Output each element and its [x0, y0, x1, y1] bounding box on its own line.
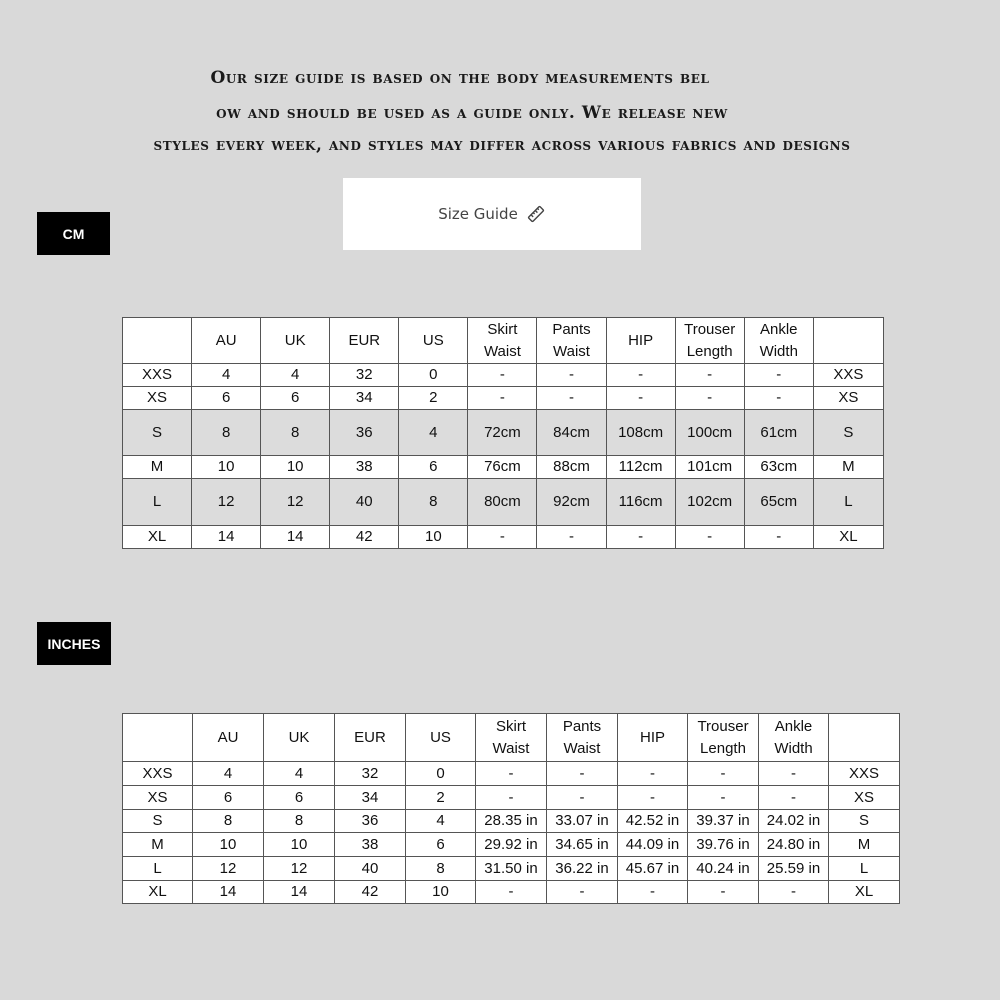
table-cell: - [675, 526, 744, 549]
header-label: EUR [354, 728, 386, 746]
header-label: Trouser [697, 717, 749, 735]
table-cell: 40 [330, 479, 399, 526]
table-cell: - [759, 762, 829, 786]
header-cell [606, 318, 675, 364]
header-cell [123, 318, 192, 364]
table-cell: 6 [261, 387, 330, 410]
table-cell: 8 [261, 410, 330, 456]
table-cell: 63cm [744, 456, 813, 479]
table-cell: L [829, 857, 900, 881]
table-cell: 14 [261, 526, 330, 549]
table-cell: - [476, 762, 547, 786]
table-cell: 38 [330, 456, 399, 479]
table-row [123, 833, 900, 857]
table-cell: 2 [399, 387, 468, 410]
header-cell [813, 318, 883, 364]
table-cell: 36 [330, 410, 399, 456]
table-cell: - [606, 526, 675, 549]
table-cell: 42 [330, 526, 399, 549]
table-cell: 8 [193, 810, 264, 833]
table-row [123, 881, 900, 904]
table-cell: - [547, 881, 618, 904]
header-label: Pants [562, 717, 602, 735]
table-cell: XXS [123, 364, 192, 387]
header-cell [399, 318, 468, 364]
table-cell: 4 [264, 762, 335, 786]
table-cell: 42.52 in [618, 810, 688, 833]
table-cell: - [537, 387, 606, 410]
table-cell: 6 [264, 786, 335, 810]
table-cell: 100cm [675, 410, 744, 456]
table-cell: S [813, 410, 883, 456]
table-cell: - [618, 786, 688, 810]
table-cell: - [744, 364, 813, 387]
table-cell: - [547, 786, 618, 810]
header-label-line-2: Waist [483, 342, 521, 360]
header-label-line-2: Length [700, 739, 746, 757]
header-label: UK [284, 331, 306, 349]
header-label: US [422, 331, 444, 349]
table-cell: 101cm [675, 456, 744, 479]
cm-unit-tag: CM [37, 212, 110, 255]
table-cell: 14 [264, 881, 335, 904]
table-cell: XS [813, 387, 883, 410]
table-cell: - [688, 881, 759, 904]
table-cell: 12 [264, 857, 335, 881]
table-cell: 4 [192, 364, 261, 387]
table-cell: 8 [406, 857, 476, 881]
header-cell [547, 714, 618, 762]
table-cell: 61cm [744, 410, 813, 456]
table-cell: XS [123, 786, 193, 810]
table-cell: 108cm [606, 410, 675, 456]
table-cell: 4 [193, 762, 264, 786]
header-cell [335, 714, 406, 762]
table-cell: 12 [261, 479, 330, 526]
header-label: Pants [552, 320, 591, 338]
header-cell [468, 318, 537, 364]
header-cell [193, 714, 264, 762]
table-row [123, 810, 900, 833]
table-cell: 10 [399, 526, 468, 549]
header-cell [688, 714, 759, 762]
table-cell: 34.65 in [547, 833, 618, 857]
table-cell: 14 [192, 526, 261, 549]
header-cell [330, 318, 399, 364]
table-cell: 76cm [468, 456, 537, 479]
table-cell: 4 [261, 364, 330, 387]
header-cell [123, 714, 193, 762]
header-cell [618, 714, 688, 762]
header-cell [675, 318, 744, 364]
header-label-line-2: Width [774, 739, 813, 757]
header-label: Trouser [684, 320, 736, 338]
table-cell: - [606, 387, 675, 410]
header-cell [192, 318, 261, 364]
table-cell: XL [813, 526, 883, 549]
table-cell: 40 [335, 857, 406, 881]
table-cell: 36.22 in [547, 857, 618, 881]
table-cell: 2 [406, 786, 476, 810]
table-cell: XL [123, 526, 192, 549]
table-cell: - [468, 364, 537, 387]
table-row [123, 364, 884, 387]
table-cell: 84cm [537, 410, 606, 456]
table-cell: 112cm [606, 456, 675, 479]
table-cell: S [123, 810, 193, 833]
table-row [123, 410, 884, 456]
table-row [123, 857, 900, 881]
table-cell: - [744, 526, 813, 549]
table-cell: 24.80 in [759, 833, 829, 857]
header-cell [829, 714, 900, 762]
header-label: Ankle [759, 320, 798, 338]
table-cell: 6 [192, 387, 261, 410]
table-row [123, 762, 900, 786]
table-cell: XXS [813, 364, 883, 387]
table-cell: XS [829, 786, 900, 810]
table-cell: 45.67 in [618, 857, 688, 881]
table-cell: - [618, 881, 688, 904]
header-label: Skirt [487, 320, 518, 338]
table-cell: 72cm [468, 410, 537, 456]
table-cell: - [537, 526, 606, 549]
cm-size-table [122, 317, 884, 549]
table-cell: 88cm [537, 456, 606, 479]
table-cell: 116cm [606, 479, 675, 526]
table-row [123, 526, 884, 549]
table-cell: - [688, 762, 759, 786]
ruler-pencil-icon [526, 204, 546, 224]
table-row [123, 479, 884, 526]
table-cell: L [123, 479, 192, 526]
table-cell: 6 [406, 833, 476, 857]
header-cell [406, 714, 476, 762]
table-cell: 39.37 in [688, 810, 759, 833]
table-row [123, 387, 884, 410]
intro-line-1: Our size guide is based on the body measurements bel [210, 68, 710, 88]
table-cell: - [468, 387, 537, 410]
table-cell: - [606, 364, 675, 387]
header-label: HIP [628, 331, 654, 349]
table-cell: 6 [193, 786, 264, 810]
table-cell: XS [123, 387, 192, 410]
size-guide-button[interactable] [343, 178, 641, 250]
inches-unit-tag: INCHES [37, 622, 111, 665]
intro-line-3: styles every week, and styles may differ across various fabrics and designs [153, 135, 851, 155]
table-cell: - [468, 526, 537, 549]
table-cell: 38 [335, 833, 406, 857]
table-cell: 10 [192, 456, 261, 479]
table-cell: 0 [406, 762, 476, 786]
table-header-row [123, 318, 884, 364]
table-row [123, 456, 884, 479]
table-cell: 8 [399, 479, 468, 526]
table-cell: - [476, 881, 547, 904]
table-cell: 4 [399, 410, 468, 456]
table-cell: L [123, 857, 193, 881]
table-cell: 31.50 in [476, 857, 547, 881]
table-cell: - [688, 786, 759, 810]
table-cell: XXS [829, 762, 900, 786]
table-cell: M [813, 456, 883, 479]
table-cell: - [537, 364, 606, 387]
table-cell: 8 [264, 810, 335, 833]
table-cell: 0 [399, 364, 468, 387]
table-header-row [123, 714, 900, 762]
header-cell [476, 714, 547, 762]
table-cell: S [829, 810, 900, 833]
table-cell: 25.59 in [759, 857, 829, 881]
table-cell: 24.02 in [759, 810, 829, 833]
table-cell: 28.35 in [476, 810, 547, 833]
header-cell [744, 318, 813, 364]
table-cell: 34 [330, 387, 399, 410]
table-cell: - [759, 881, 829, 904]
table-cell: M [123, 833, 193, 857]
header-label: EUR [348, 331, 381, 349]
table-cell: 80cm [468, 479, 537, 526]
table-cell: M [123, 456, 192, 479]
table-cell: L [813, 479, 883, 526]
table-cell: 8 [192, 410, 261, 456]
table-cell: - [547, 762, 618, 786]
table-cell: - [675, 364, 744, 387]
header-cell [537, 318, 606, 364]
header-label-line-2: Waist [492, 739, 530, 757]
table-cell: - [618, 762, 688, 786]
table-cell: 32 [330, 364, 399, 387]
table-cell: S [123, 410, 192, 456]
inches-size-table [122, 713, 900, 904]
table-cell: XL [829, 881, 900, 904]
header-label: US [430, 728, 451, 746]
table-cell: 10 [261, 456, 330, 479]
table-cell: 10 [193, 833, 264, 857]
table-cell: - [675, 387, 744, 410]
table-cell: 36 [335, 810, 406, 833]
header-label: HIP [639, 728, 665, 746]
header-label: Skirt [496, 717, 526, 735]
table-cell: 33.07 in [547, 810, 618, 833]
intro-line-2: ow and should be used as a guide only. We release new [216, 103, 728, 123]
table-cell: 12 [192, 479, 261, 526]
header-cell [261, 318, 330, 364]
header-label: UK [288, 728, 310, 746]
table-cell: 44.09 in [618, 833, 688, 857]
header-label-line-2: Waist [553, 342, 590, 360]
table-cell: - [476, 786, 547, 810]
table-cell: 102cm [675, 479, 744, 526]
table-cell: - [744, 387, 813, 410]
header-label: AU [215, 331, 237, 349]
table-cell: 10 [406, 881, 476, 904]
table-cell: 39.76 in [688, 833, 759, 857]
header-cell [759, 714, 829, 762]
table-cell: 42 [335, 881, 406, 904]
table-cell: 29.92 in [476, 833, 547, 857]
header-label: Ankle [774, 717, 813, 735]
table-cell: 40.24 in [688, 857, 759, 881]
header-label: AU [217, 728, 239, 746]
table-row [123, 786, 900, 810]
table-cell: 6 [399, 456, 468, 479]
table-cell: 34 [335, 786, 406, 810]
table-cell: 10 [264, 833, 335, 857]
header-cell [264, 714, 335, 762]
table-cell: 32 [335, 762, 406, 786]
header-label-line-2: Width [759, 342, 798, 360]
table-cell: 4 [406, 810, 476, 833]
table-cell: 14 [193, 881, 264, 904]
header-label-line-2: Waist [563, 739, 601, 757]
table-cell: XXS [123, 762, 193, 786]
table-cell: - [759, 786, 829, 810]
table-cell: M [829, 833, 900, 857]
header-label-line-2: Length [686, 342, 733, 360]
table-cell: XL [123, 881, 193, 904]
size-guide-label: Size Guide [438, 205, 518, 223]
table-cell: 12 [193, 857, 264, 881]
table-cell: 92cm [537, 479, 606, 526]
table-cell: 65cm [744, 479, 813, 526]
